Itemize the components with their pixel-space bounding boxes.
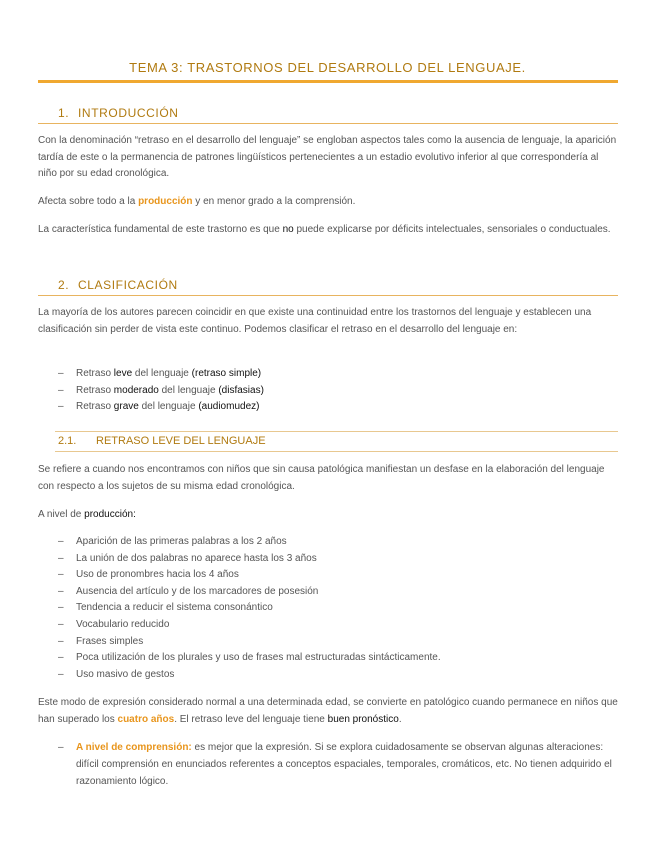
list-item	[58, 383, 618, 400]
emphasis: moderado	[113, 384, 159, 396]
emphasis: (audiomudez)	[198, 401, 260, 413]
text-run: puede explicarse por déficits intelectuales, sensoriales o conductuales.	[293, 224, 611, 235]
text-run: del lenguaje	[138, 401, 199, 413]
retraso-leve-paragraph-3	[38, 695, 620, 728]
emphasis: grave	[113, 401, 139, 413]
list-item: – La unión de dos palabras no aparece hasta los 3 años	[58, 551, 618, 568]
list-item: – Uso de pronombres hacia los 4 años	[58, 567, 618, 584]
section-underline	[38, 295, 618, 296]
list-item: – Poca utilización de los plurales y uso de frases mal estructuradas sintácticamente.	[58, 650, 618, 667]
text-run: Este modo de expresión considerado normal a una determinada edad, se convierte en patológico cuando permanece en niños que han superado los	[38, 697, 618, 725]
list-item	[58, 366, 618, 383]
subsection-title: RETRASO LEVE DEL LENGUAJE	[96, 435, 266, 447]
section-title: CLASIFICACIÓN	[78, 278, 178, 292]
section-number: 2.	[58, 278, 70, 292]
clasificacion-paragraph: La mayoría de los autores parecen coincidir en que existe una continuidad entre los trastornos del lenguaje y establecen una clasificación sin perder de vista este continuo. Podemos clasificar el retraso en el desarrollo del lenguaje en:	[38, 307, 592, 335]
text-run: .	[398, 713, 402, 725]
list-item: – Frases simples	[58, 634, 618, 651]
emphasis: leve	[113, 368, 133, 379]
text-run: . El retraso leve del lenguaje tiene	[174, 713, 328, 725]
comprension-bullet	[58, 740, 621, 790]
text-run: y en menor grado a la comprensión.	[192, 196, 356, 207]
title-underline	[38, 80, 618, 83]
intro-paragraph-2	[38, 194, 620, 211]
text-run: Retraso	[76, 384, 114, 396]
text-run: Retraso	[76, 368, 114, 379]
subsection-number: 2.1.	[58, 435, 77, 447]
section-underline	[38, 123, 618, 124]
list-item: – Ausencia del artículo y de los marcadores de posesión	[58, 584, 618, 601]
retraso-leve-paragraph-1: Se refiere a cuando nos encontramos con niños que sin causa patológica manifiestan un desfase en la elaboración del lenguaje con respecto a los sujetos de su misma edad cronológica.	[38, 464, 605, 492]
intro-paragraph-3	[38, 222, 620, 239]
section-title: INTRODUCCIÓN	[78, 106, 179, 120]
text-run: es mejor que la expresión. Si se explora cuidadosamente se observan algunas alteraciones: difícil comprensión en enunciados referentes a conceptos espaciales, temporales, cromáticos, etc. No tienen adquirido el razonamiento lógico.	[76, 742, 612, 787]
section-heading-clasificacion	[58, 278, 178, 292]
text-run: La característica fundamental de este trastorno es que	[38, 224, 283, 235]
text-run: del lenguaje	[158, 384, 219, 396]
section-heading-introduccion	[58, 106, 179, 120]
list-item: – Aparición de las primeras palabras a los 2 años	[58, 534, 618, 551]
section-number: 1.	[58, 106, 70, 120]
emphasis-no: no	[282, 224, 294, 235]
emphasis-buen-pronostico: buen pronóstico	[327, 713, 399, 725]
produccion-list	[58, 534, 618, 683]
highlight-nivel-comprension: A nivel de comprensión:	[76, 742, 192, 753]
subsection-underline	[55, 451, 618, 452]
list-item	[58, 399, 618, 416]
highlight-produccion: producción	[138, 196, 193, 207]
subsection-overline	[55, 431, 618, 432]
text-run: Retraso	[76, 401, 114, 413]
document-title: TEMA 3: TRASTORNOS DEL DESARROLLO DEL LENGUAJE.	[129, 60, 526, 75]
list-item: – Tendencia a reducir el sistema consonántico	[58, 600, 618, 617]
highlight-cuatro-anos: cuatro años	[117, 713, 175, 725]
subsection-heading-retraso-leve	[58, 435, 266, 447]
clasificacion-list	[58, 366, 618, 416]
emphasis-produccion: producción:	[84, 509, 136, 520]
list-item: – Vocabulario reducido	[58, 617, 618, 634]
retraso-leve-paragraph-2	[38, 507, 620, 524]
text-run: Afecta sobre todo a la	[38, 196, 139, 207]
text-run: A nivel de	[38, 509, 85, 520]
intro-paragraph-1: Con la denominación “retraso en el desarrollo del lenguaje” se engloban aspectos tales como la ausencia de lenguaje, la aparición tardía de este o la permanencia de patrones lingüísticos pertenecientes a un estadio evolutivo inferior al que correspondería al niño por su edad cronológica.	[38, 135, 617, 179]
emphasis: (disfasias)	[218, 384, 264, 396]
list-item: – Uso masivo de gestos	[58, 667, 618, 684]
text-run: del lenguaje	[132, 368, 192, 379]
emphasis: (retraso simple)	[191, 368, 262, 379]
